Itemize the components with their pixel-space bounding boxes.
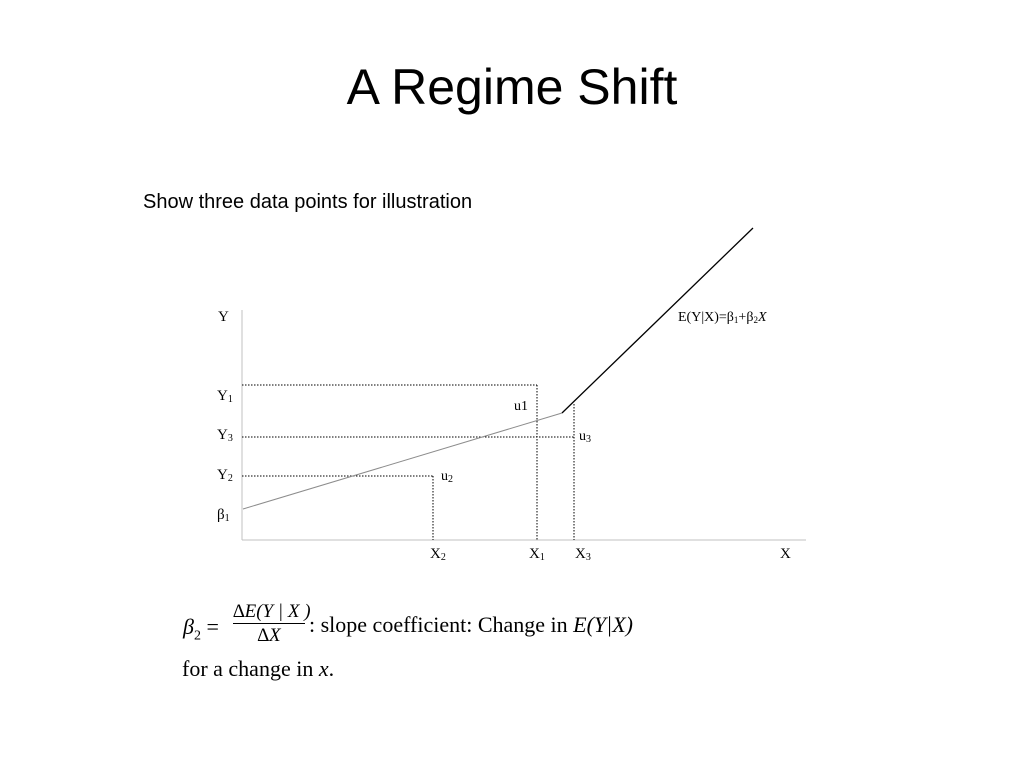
y-axis-label: Y — [218, 309, 229, 325]
residual-label: u1 — [514, 399, 528, 414]
regression-line-low — [243, 413, 562, 509]
formula-description-line2: for a change in x. — [182, 656, 335, 681]
formula-lhs: $\beta_2$ = — [183, 614, 219, 644]
residual-label: u2 — [441, 469, 453, 485]
x-tick-label: X1 — [529, 546, 545, 563]
formula-numerator: ∆E(Y | X ) — [233, 601, 311, 622]
y-tick-label: Y1 — [217, 388, 233, 405]
formula-denominator: ∆X — [257, 625, 281, 646]
x-axis-label: X — [780, 546, 791, 562]
x-tick-label: X3 — [575, 546, 591, 563]
y-tick-label: Y3 — [217, 427, 233, 444]
x-tick-label: X2 — [430, 546, 446, 563]
residual-label: u3 — [579, 429, 591, 445]
formula-fraction — [233, 601, 311, 646]
slide-subtitle: Show three data points for illustration — [143, 191, 473, 213]
slide-title: A Regime Shift — [346, 59, 678, 115]
regression-equation-label: E(Y|X)=β1+β2X — [678, 310, 767, 325]
y-tick-label: β1 — [217, 507, 230, 524]
formula-description: : slope coefficient: Change in E(Y|X) — [309, 612, 633, 637]
y-tick-label: Y2 — [217, 467, 233, 484]
